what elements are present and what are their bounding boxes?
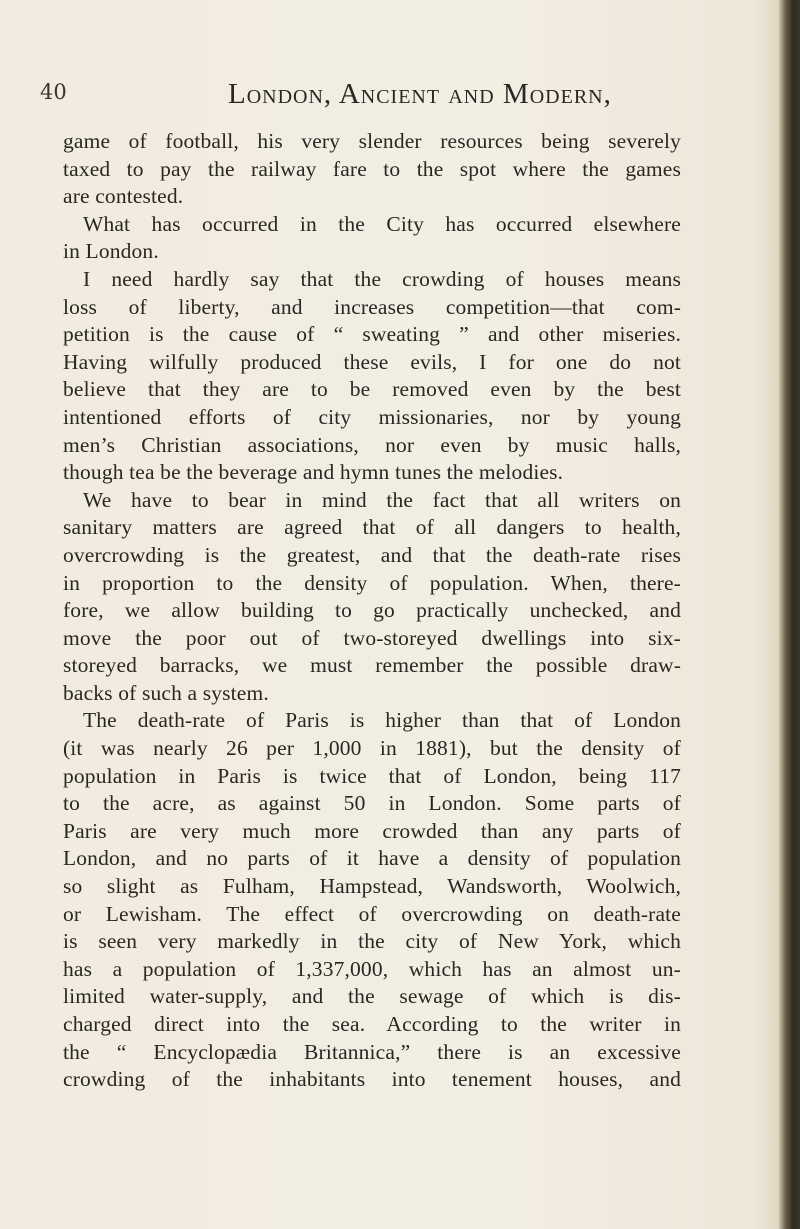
text-line: The death-rate of Paris is higher than that of London: [83, 708, 681, 733]
text-line: Paris are very much more crowded than any parts of: [63, 818, 681, 843]
text-line: believe that they are to be removed even by the best: [63, 377, 681, 402]
text-line: (it was nearly 26 per 1,000 in 1881), but the density of: [63, 736, 681, 761]
page-number: 40: [40, 80, 67, 104]
text-line: overcrowding is the greatest, and that the death-rate rises: [63, 542, 681, 567]
text-line: sanitary matters are agreed that of all dangers to health,: [63, 515, 681, 540]
page-binding-edge: [778, 0, 800, 1229]
text-line: the “ Encyclopædia Britannica,” there is an excessive: [63, 1039, 681, 1064]
text-line: or Lewisham. The effect of overcrowding on death-rate: [63, 901, 681, 926]
text-line: petition is the cause of “ sweating ” and other miseries.: [63, 322, 681, 347]
text-line: Having wilfully produced these evils, I for one do not: [63, 349, 681, 374]
text-line: intentioned efforts of city missionaries, nor by young: [63, 404, 681, 429]
text-line: London, and no parts of it have a density of population: [63, 846, 681, 871]
text-line: game of football, his very slender resources being severely: [63, 129, 681, 153]
text-line: population in Paris is twice that of London, being 117: [63, 763, 681, 788]
text-line: limited water-supply, and the sewage of which is dis-: [63, 984, 681, 1009]
text-line: What has occurred in the City has occurred elsewhere: [83, 211, 681, 236]
text-line: though tea be the beverage and hymn tunes the melodies.: [63, 460, 564, 485]
text-line: storeyed barracks, we must remember the possible draw-: [63, 653, 681, 678]
text-line: in London.: [63, 239, 159, 264]
text-line: I need hardly say that the crowding of houses means: [83, 266, 681, 291]
running-head: [40, 78, 740, 112]
text-line: loss of liberty, and increases competition—that com-: [63, 294, 681, 319]
text-line: men’s Christian associations, nor even by music halls,: [63, 432, 681, 457]
text-line: charged direct into the sea. According to the writer in: [63, 1012, 681, 1036]
text-line: fore, we allow building to go practically unchecked, and: [63, 598, 681, 623]
text-line: crowding of the inhabitants into tenement houses, and: [63, 1067, 681, 1092]
text-line: is seen very markedly in the city of New York, which: [63, 929, 681, 954]
text-line: We have to bear in mind the fact that all writers on: [83, 487, 681, 512]
body-text: [63, 128, 681, 1094]
text-line: to the acre, as against 50 in London. Some parts of: [63, 791, 681, 816]
text-line: backs of such a system.: [63, 680, 269, 705]
text-line: so slight as Fulham, Hampstead, Wandsworth, Woolwich,: [63, 874, 681, 899]
text-line: has a population of 1,337,000, which has an almost un-: [63, 956, 681, 981]
running-title: London, Ancient and Modern,: [228, 78, 612, 110]
text-line: move the poor out of two-storeyed dwellings into six-: [63, 625, 681, 650]
text-line: taxed to pay the railway fare to the spot where the games: [63, 156, 681, 181]
text-line: in proportion to the density of population. When, there-: [63, 570, 681, 595]
text-line: are contested.: [63, 184, 184, 209]
